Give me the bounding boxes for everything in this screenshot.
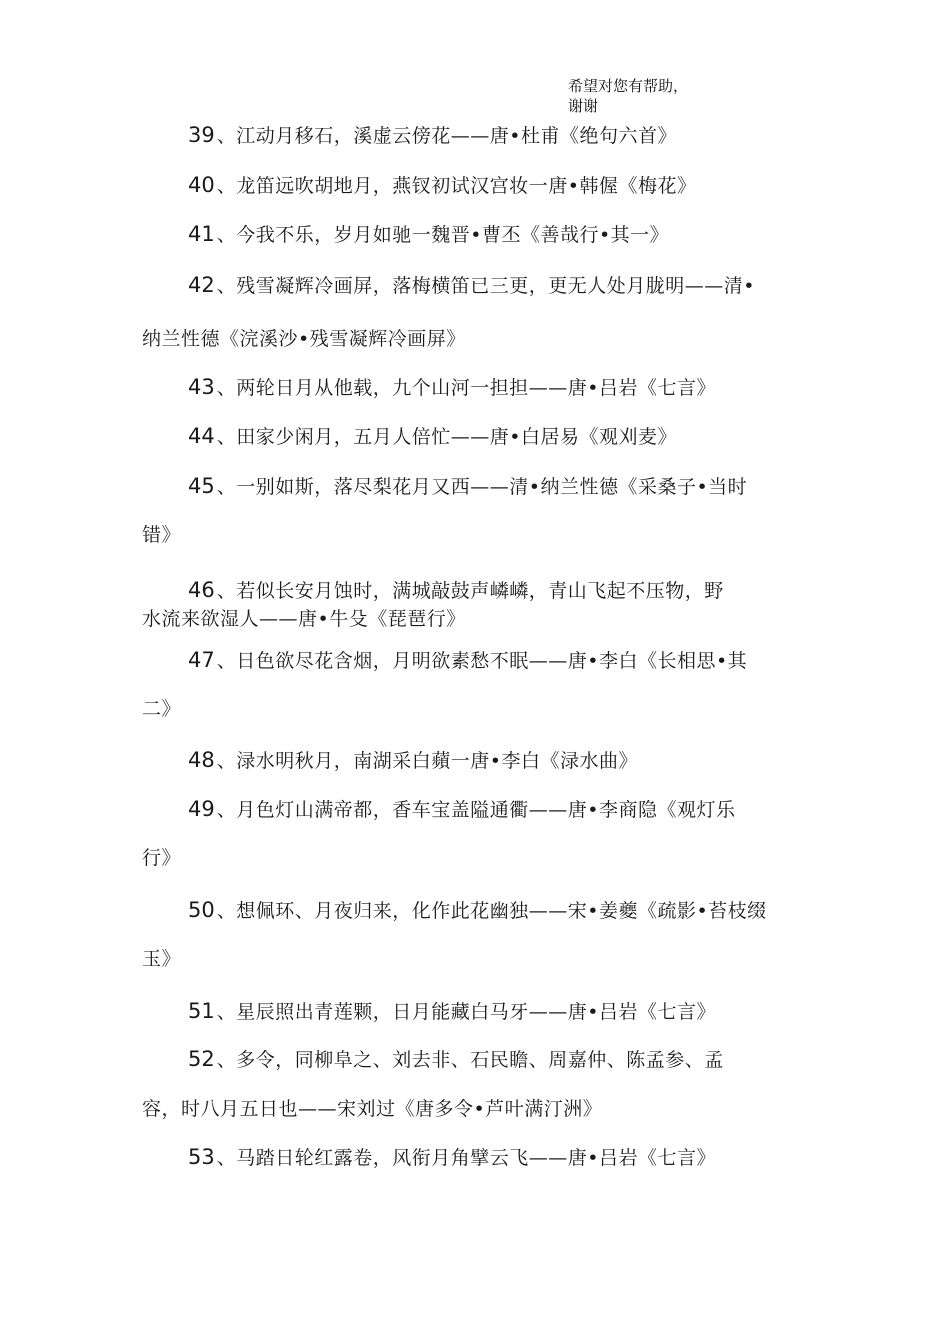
entry-45-continuation: 错》 bbox=[142, 524, 182, 546]
entry-49-continuation: 行》 bbox=[142, 847, 182, 869]
entry-number: 42 bbox=[188, 273, 215, 297]
entry-number: 46 bbox=[188, 578, 215, 602]
entry-number: 50 bbox=[188, 898, 215, 922]
entry-53 bbox=[188, 1145, 716, 1170]
entry-text: 、星辰照出青莲颗，日月能藏白马牙——唐•吕岩《七言》 bbox=[216, 1001, 716, 1023]
entry-number: 43 bbox=[188, 375, 215, 399]
entry-44 bbox=[188, 424, 677, 449]
entry-52-continuation: 容，时八月五日也——宋刘过《唐多令•芦叶满汀洲》 bbox=[142, 1098, 603, 1120]
entry-42 bbox=[188, 273, 755, 298]
entry-47-continuation: 二》 bbox=[142, 698, 182, 720]
entry-number: 52 bbox=[188, 1047, 215, 1071]
entry-text: 、残雪凝辉冷画屏，落梅横笛已三更，更无人处月胧明——清• bbox=[216, 275, 755, 297]
entry-number: 49 bbox=[188, 797, 215, 821]
helpful-note bbox=[568, 76, 768, 116]
entry-41 bbox=[188, 222, 669, 247]
entry-50-continuation: 玉》 bbox=[142, 948, 182, 970]
entry-number: 47 bbox=[188, 648, 215, 672]
entry-text: 、一别如斯，落尽梨花月又西——清•纳兰性德《采桑子•当时 bbox=[216, 476, 748, 498]
entry-text: 、江动月移石，溪虚云傍花——唐•杜甫《绝句六首》 bbox=[216, 125, 677, 147]
entry-39 bbox=[188, 123, 677, 148]
entry-text: 、日色欲尽花含烟，月明欲素愁不眠——唐•李白《长相思•其 bbox=[216, 650, 748, 672]
entry-45 bbox=[188, 474, 747, 499]
entry-text: 、今我不乐，岁月如驰一魏晋•曹丕《善哉行•其一》 bbox=[216, 224, 670, 246]
entry-number: 44 bbox=[188, 424, 215, 448]
entry-text: 、若似长安月蚀时，满城敲鼓声嶙嶙，青山飞起不压物，野 bbox=[216, 580, 724, 602]
entry-text: 、想佩环、月夜归来，化作此花幽独——宋•姜夔《疏影•苔枝缀 bbox=[216, 900, 767, 922]
note-line-2: 谢谢 bbox=[568, 97, 599, 115]
entry-text: 、田家少闲月，五月人倍忙——唐•白居易《观刈麦》 bbox=[216, 426, 677, 448]
entry-40 bbox=[188, 173, 696, 198]
entry-number: 39 bbox=[188, 123, 215, 147]
entry-text: 、马踏日轮红露卷，风衔月角擘云飞——唐•吕岩《七言》 bbox=[216, 1147, 716, 1169]
entry-number: 51 bbox=[188, 999, 215, 1023]
entry-text: 、多令，同柳阜之、刘去非、石民瞻、周嘉仲、陈孟参、孟 bbox=[216, 1049, 724, 1071]
entry-47 bbox=[188, 648, 747, 673]
entry-number: 48 bbox=[188, 748, 215, 772]
entry-51 bbox=[188, 999, 716, 1024]
entry-52 bbox=[188, 1047, 724, 1072]
entry-number: 53 bbox=[188, 1145, 215, 1169]
entry-number: 45 bbox=[188, 474, 215, 498]
entry-number: 40 bbox=[188, 173, 215, 197]
entry-text: 、月色灯山满帝都，香车宝盖隘通衢——唐•李商隐《观灯乐 bbox=[216, 799, 736, 821]
entry-48 bbox=[188, 748, 638, 773]
entry-50 bbox=[188, 898, 767, 923]
entry-46-continuation: 水流来欲湿人——唐•牛殳《琵琶行》 bbox=[142, 608, 466, 630]
entry-46 bbox=[188, 578, 724, 603]
entry-49 bbox=[188, 797, 735, 822]
entry-43 bbox=[188, 375, 716, 400]
note-line-1: 希望对您有帮助， bbox=[568, 77, 689, 95]
entry-text: 、渌水明秋月，南湖采白蘋一唐•李白《渌水曲》 bbox=[216, 750, 638, 772]
entry-text: 、龙笛远吹胡地月，燕钗初试汉宫妆一唐•韩偓《梅花》 bbox=[216, 175, 697, 197]
entry-42-continuation: 纳兰性德《浣溪沙•残雪凝辉冷画屏》 bbox=[142, 328, 466, 350]
entry-text: 、两轮日月从他载，九个山河一担担——唐•吕岩《七言》 bbox=[216, 377, 716, 399]
entry-number: 41 bbox=[188, 222, 215, 246]
